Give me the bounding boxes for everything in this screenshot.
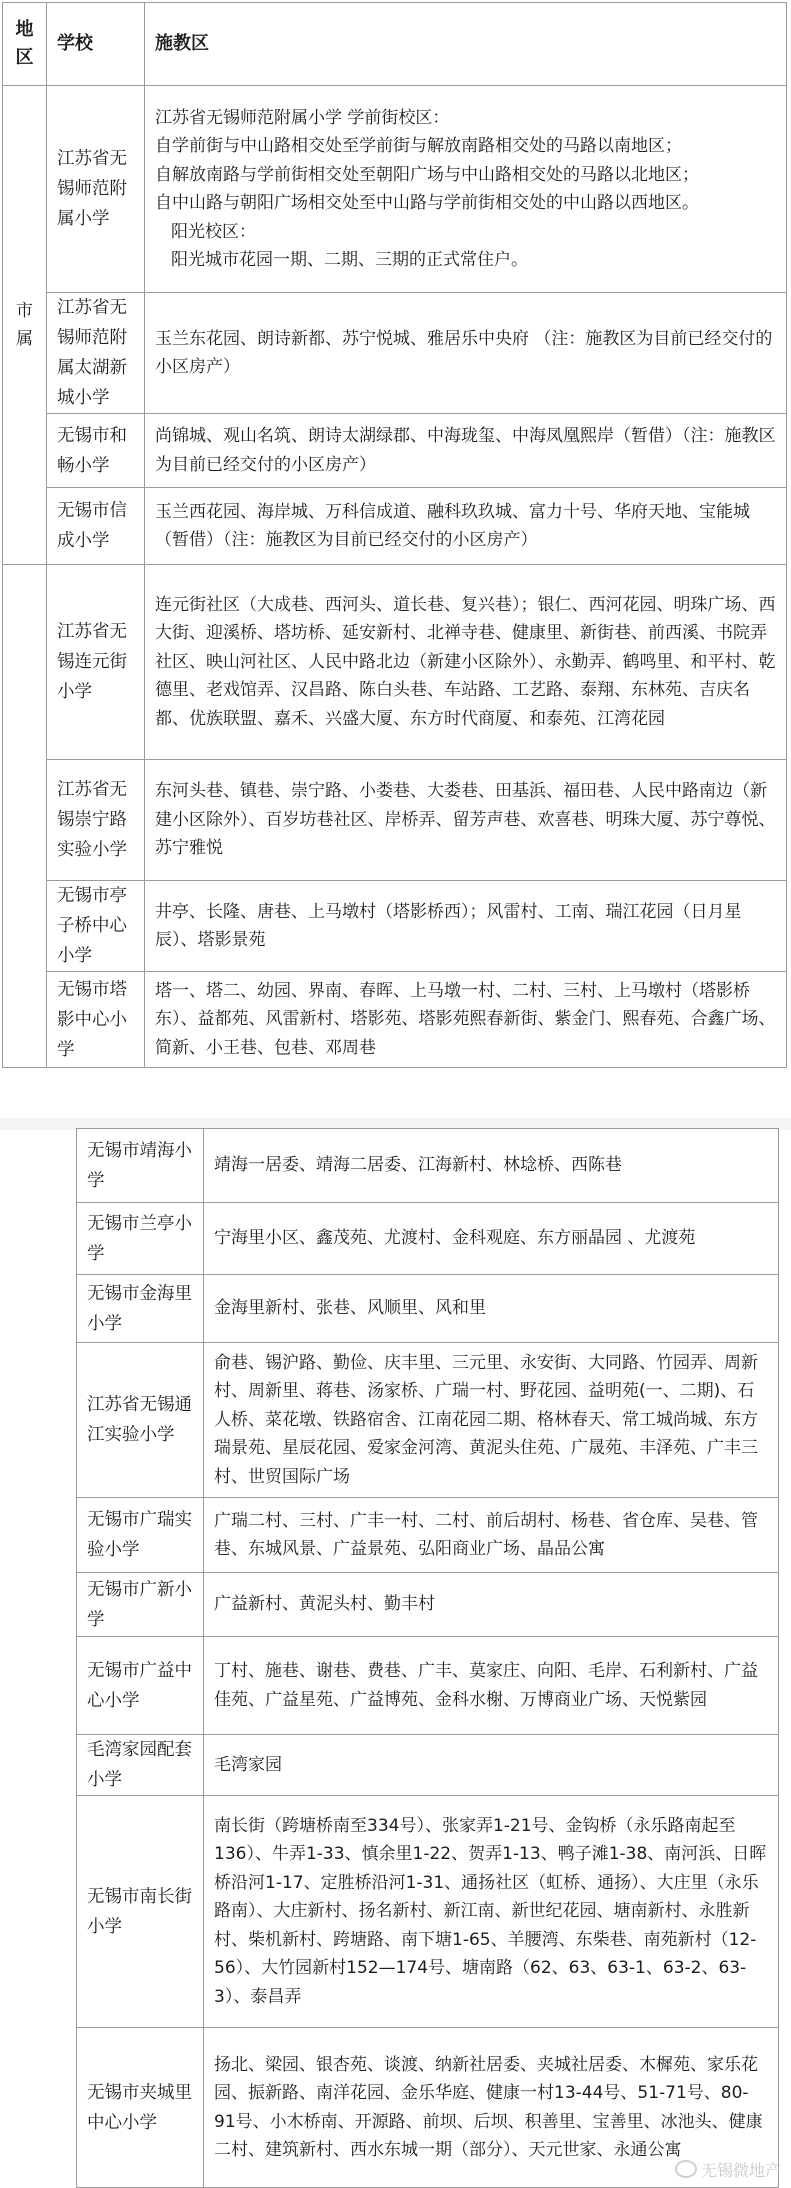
zone-line: 自学前街与中山路相交处至学前街与解放南路相交处的马路以南地区； [155,136,682,156]
district-zone: 靖海一居委、靖海二居委、江海新村、林埝桥、西陈巷 [204,1129,779,1203]
region-cell: 市属 [3,86,47,565]
school-name: 江苏省无锡师范附属小学 [47,86,145,293]
school-name: 江苏省无锡崇宁路实验小学 [47,760,145,881]
table-row [77,1129,779,1203]
table-row [3,565,787,760]
table-row [3,972,787,1068]
district-zone: 南长街（跨塘桥南至334号）、张家弄1-21号、金钩桥（永乐路南起至136）、牛弄1-33、慎余里1-22、贺弄1-13、鸭子滩1-38、南河浜、日晖桥沿河1-17、定胜桥沿河1-31、通扬社区（虹桥、通扬）、大庄里（永乐路南）、大庄新村、扬名新村、新江南、新世纪花园、塘南新村、永胜新村、柴机新村、跨塘路、南下塘1-65、羊腰湾、东柴巷、南苑新村（12-56）、大竹园新村152—174号、塘南路（62、63、63-1、63-2、63-3）、泰昌弄 [204,1796,779,2028]
district-zone [145,86,787,293]
header-zone: 施教区 [145,3,787,86]
school-name: 无锡市信成小学 [47,488,145,565]
district-zone: 宁海里小区、鑫茂苑、尤渡村、金科观庭、东方丽晶园 、尤渡苑 [204,1203,779,1275]
district-zone: 金海里新村、张巷、风顺里、风和里 [204,1275,779,1343]
zone-line: 阳光校区： [171,221,256,242]
school-name: 无锡市南长街小学 [77,1796,204,2028]
table-row [77,1573,779,1637]
table-row [77,2028,779,2188]
school-name: 无锡市靖海小学 [77,1129,204,1203]
school-name: 江苏省无锡师范附属太湖新城小学 [47,293,145,414]
table-row [77,1343,779,1498]
district-zone: 井亭、长隆、唐巷、上马墩村（塔影桥西）；风雷村、工南、瑞江花园（日月星辰）、塔影景苑 [145,881,787,972]
header-school: 学校 [47,3,145,86]
table-row [77,1796,779,2028]
district-zone: 玉兰西花园、海岸城、万科信成道、融科玖玖城、富力十号、华府天地、宝能城（暂借）（注：施教区为目前已经交付的小区房产） [145,488,787,565]
table-row [3,414,787,488]
district-zone: 广瑞二村、三村、广丰一村、二村、前后胡村、杨巷、省仓库、吴巷、管巷、东城风景、广益景苑、弘阳商业广场、晶品公寓 [204,1498,779,1573]
table-row [77,1637,779,1735]
district-zone: 塔一、塔二、幼园、界南、春晖、上马墩一村、二村、三村、上马墩村（塔影桥东）、益都苑、风雷新村、塔影苑、塔影苑熙春新街、紫金门、熙春苑、合鑫广场、简新、小王巷、包巷、邓周巷 [145,972,787,1068]
school-name: 江苏省无锡连元街小学 [47,565,145,760]
school-name: 江苏省无锡通江实验小学 [77,1343,204,1498]
district-zone: 尚锦城、观山名筑、朗诗太湖绿郡、中海珑玺、中海凤凰熙岸（暂借）（注：施教区为目前已经交付的小区房产） [145,414,787,488]
watermark [675,2158,781,2181]
school-name: 无锡市金海里小学 [77,1275,204,1343]
watermark-text: 无锡微地产 [700,2161,781,2180]
table-row [77,1735,779,1796]
zone-line: 阳光城市花园一期、二期、三期的正式常住户。 [171,250,528,270]
school-name: 无锡市亭子桥中心小学 [47,881,145,972]
district-zone: 丁村、施巷、谢巷、费巷、广丰、莫家庄、向阳、毛岸、石利新村、广益佳苑、广益星苑、广益博苑、金科水榭、万博商业广场、天悦紫园 [204,1637,779,1735]
table-row [3,881,787,972]
school-name: 无锡市兰亭小学 [77,1203,204,1275]
district-zone: 毛湾家园 [204,1735,779,1796]
header-region: 地区 [3,3,47,86]
school-name: 无锡市广瑞实验小学 [77,1498,204,1573]
school-name: 毛湾家园配套小学 [77,1735,204,1796]
school-name: 无锡市塔影中心小学 [47,972,145,1068]
school-name: 无锡市广益中心小学 [77,1637,204,1735]
zone-line: 自中山路与朝阳广场相交处至中山路与学前街相交处的中山路以西地区。 [155,193,699,213]
weibo-icon [675,2160,697,2178]
district-zone: 玉兰东花园、朗诗新都、苏宁悦城、雅居乐中央府 （注：施教区为目前已经交付的小区房产） [145,293,787,414]
table-row [3,86,787,293]
school-district-table-lower [76,1128,779,2188]
district-zone: 广益新村、黄泥头村、勤丰村 [204,1573,779,1637]
school-name: 无锡市广新小学 [77,1573,204,1637]
table-row [3,293,787,414]
table-header-row [3,3,787,86]
district-zone: 扬北、梁园、银杏苑、谈渡、纳新社居委、夹城社居委、木樨苑、家乐花园、振新路、南洋花园、金乐华庭、健康一村13-44号、51-71号、80-91号、小木桥南、开源路、前坝、后坝、积善里、宝善里、冰池头、健康二村、建筑新村、西水东城一期（部分）、天元世家、永通公寓 [204,2028,779,2188]
region-cell-empty [3,565,47,1068]
school-district-table-upper [2,2,787,1068]
table-row [77,1203,779,1275]
district-zone: 连元街社区（大成巷、西河头、道长巷、复兴巷）；银仁、西河花园、明珠广场、西大街、迎溪桥、塔坊桥、延安新村、北禅寺巷、健康里、新街巷、前西溪、书院弄社区、映山河社区、人民中路北边（新建小区除外）、永勤弄、鹤鸣里、和平村、乾德里、老戏馆弄、汉昌路、陈白头巷、车站路、工艺路、泰翔、东林苑、吉庆名都、优族联盟、嘉禾、兴盛大厦、东方时代商厦、和泰苑、江湾花园 [145,565,787,760]
school-name: 无锡市夹城里中心小学 [77,2028,204,2188]
table-row [3,760,787,881]
table-row [3,488,787,565]
school-name: 无锡市和畅小学 [47,414,145,488]
zone-line: 自解放南路与学前街相交处至朝阳广场与中山路相交处的马路以北地区； [155,164,699,185]
zone-line: 江苏省无锡师范附属小学 学前街校区： [155,107,450,128]
table-row [77,1275,779,1343]
district-zone: 东河头巷、镇巷、崇宁路、小娄巷、大娄巷、田基浜、福田巷、人民中路南边（新建小区除外）、百岁坊巷社区、岸桥弄、留芳声巷、欢喜巷、明珠大厦、苏宁尊悦、苏宁雅悦 [145,760,787,881]
table-row [77,1498,779,1573]
district-zone: 俞巷、锡沪路、勤俭、庆丰里、三元里、永安街、大同路、竹园弄、周新村、周新里、蒋巷、汤家桥、广瑞一村、野花园、益明苑(一、二期)、石人桥、菜花墩、铁路宿舍、江南花园二期、格林春天、常工城尚城、东方瑞景苑、星辰花园、爱家金河湾、黄泥头住苑、广晟苑、丰泽苑、广丰三村、世贸国际广场 [204,1343,779,1498]
